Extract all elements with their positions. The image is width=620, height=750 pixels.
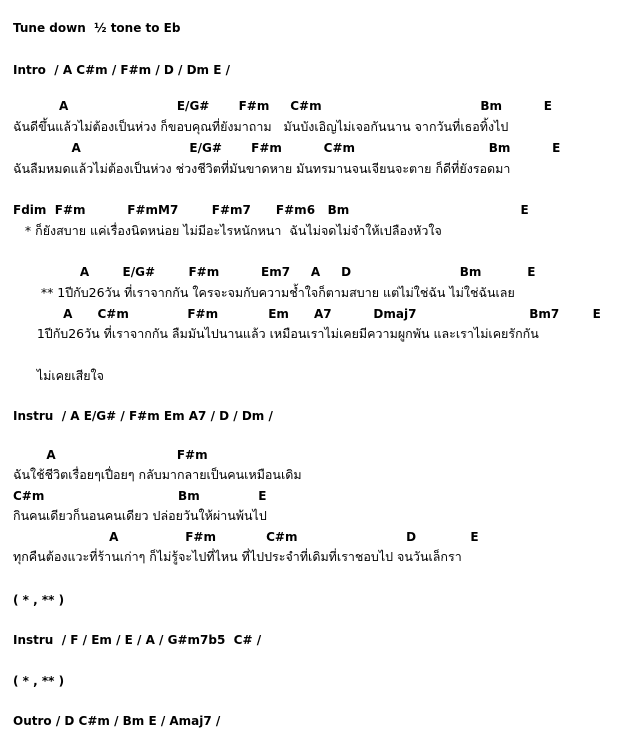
verse2-lyric-3: ทุกคืนต้องแวะที่ร้านเก่าๆ ก็ไม่รู้จะไปที่ไหน ที่ไปประจำที่เดิมที่เราชอบไป จนวันเล็กรา bbox=[13, 549, 462, 564]
instru-line-1: Instru / A E/G# / F#m Em A7 / D / Dm / bbox=[13, 409, 273, 423]
verse1-chords-1: A E/G# F#m C#m Bm E bbox=[13, 99, 552, 113]
chorus-lyric-1: ** 1ปีกับ26วัน ที่เราจากกัน ใครจะจมกับความช้ำใจก็ตามสบาย แต่ไม่ใช่ฉัน ไม่ใช่ฉันเลย bbox=[13, 285, 515, 300]
prechorus-chords: Fdim F#m F#mM7 F#m7 F#m6 Bm E bbox=[13, 203, 529, 217]
verse2-lyric-1: ฉันใช้ชีวิตเรื่อยๆเปื่อยๆ กลับมากลายเป็นคนเหมือนเดิม bbox=[13, 467, 302, 482]
chorus-lyric-2: 1ปีกับ26วัน ที่เราจากกัน ลืมมันไปนานแล้ว เหมือนเราไม่เคยมีความผูกพัน และเราไม่เคยรักกัน bbox=[13, 326, 539, 341]
verse2-chords-3: A F#m C#m D E bbox=[13, 530, 479, 544]
chorus-chords-2: A C#m F#m Em A7 Dmaj7 Bm7 E bbox=[13, 307, 601, 321]
chorus-chords-1: A E/G# F#m Em7 A D Bm E bbox=[13, 265, 536, 279]
verse1-lyric-2: ฉันลืมหมดแล้วไม่ต้องเป็นห่วง ช่วงชีวิตที่มันขาดหาย มันทรมานจนเจียนจะตาย ก็ดีที่ยังรอดมา bbox=[13, 161, 511, 176]
verse2-chords-2: C#m Bm E bbox=[13, 489, 267, 503]
verse2-chords-1: A F#m bbox=[13, 448, 208, 462]
outro-line: Outro / D C#m / Bm E / Amaj7 / bbox=[13, 714, 221, 728]
tuning-note: Tune down ½ tone to Eb bbox=[13, 21, 181, 35]
instru-line-2: Instru / F / Em / E / A / G#m7b5 C# / bbox=[13, 633, 262, 647]
verse1-chords-2: A E/G# F#m C#m Bm E bbox=[13, 141, 561, 155]
chorus-tag: ไม่เคยเสียใจ bbox=[13, 368, 104, 383]
intro-line: Intro / A C#m / F#m / D / Dm E / bbox=[13, 63, 230, 77]
verse2-lyric-2: กินคนเดียวก็นอนคนเดียว ปล่อยวันให้ผ่านพ้นไป bbox=[13, 508, 267, 523]
verse1-lyric-1: ฉันดีขึ้นแล้วไม่ต้องเป็นห่วง ก็ขอบคุณที่ยังมาถาม มันบังเอิญไม่เจอกันนาน จากวันที่เธอทิ้งไป bbox=[13, 119, 509, 134]
repeat-marker-2: ( * , ** ) bbox=[13, 674, 65, 688]
prechorus-lyric: * ก็ยังสบาย แค่เรื่องนิดหน่อย ไม่มีอะไรหนักหนา ฉันไม่จดไม่จำให้เปลืองหัวใจ bbox=[13, 223, 442, 238]
repeat-marker-1: ( * , ** ) bbox=[13, 593, 65, 607]
